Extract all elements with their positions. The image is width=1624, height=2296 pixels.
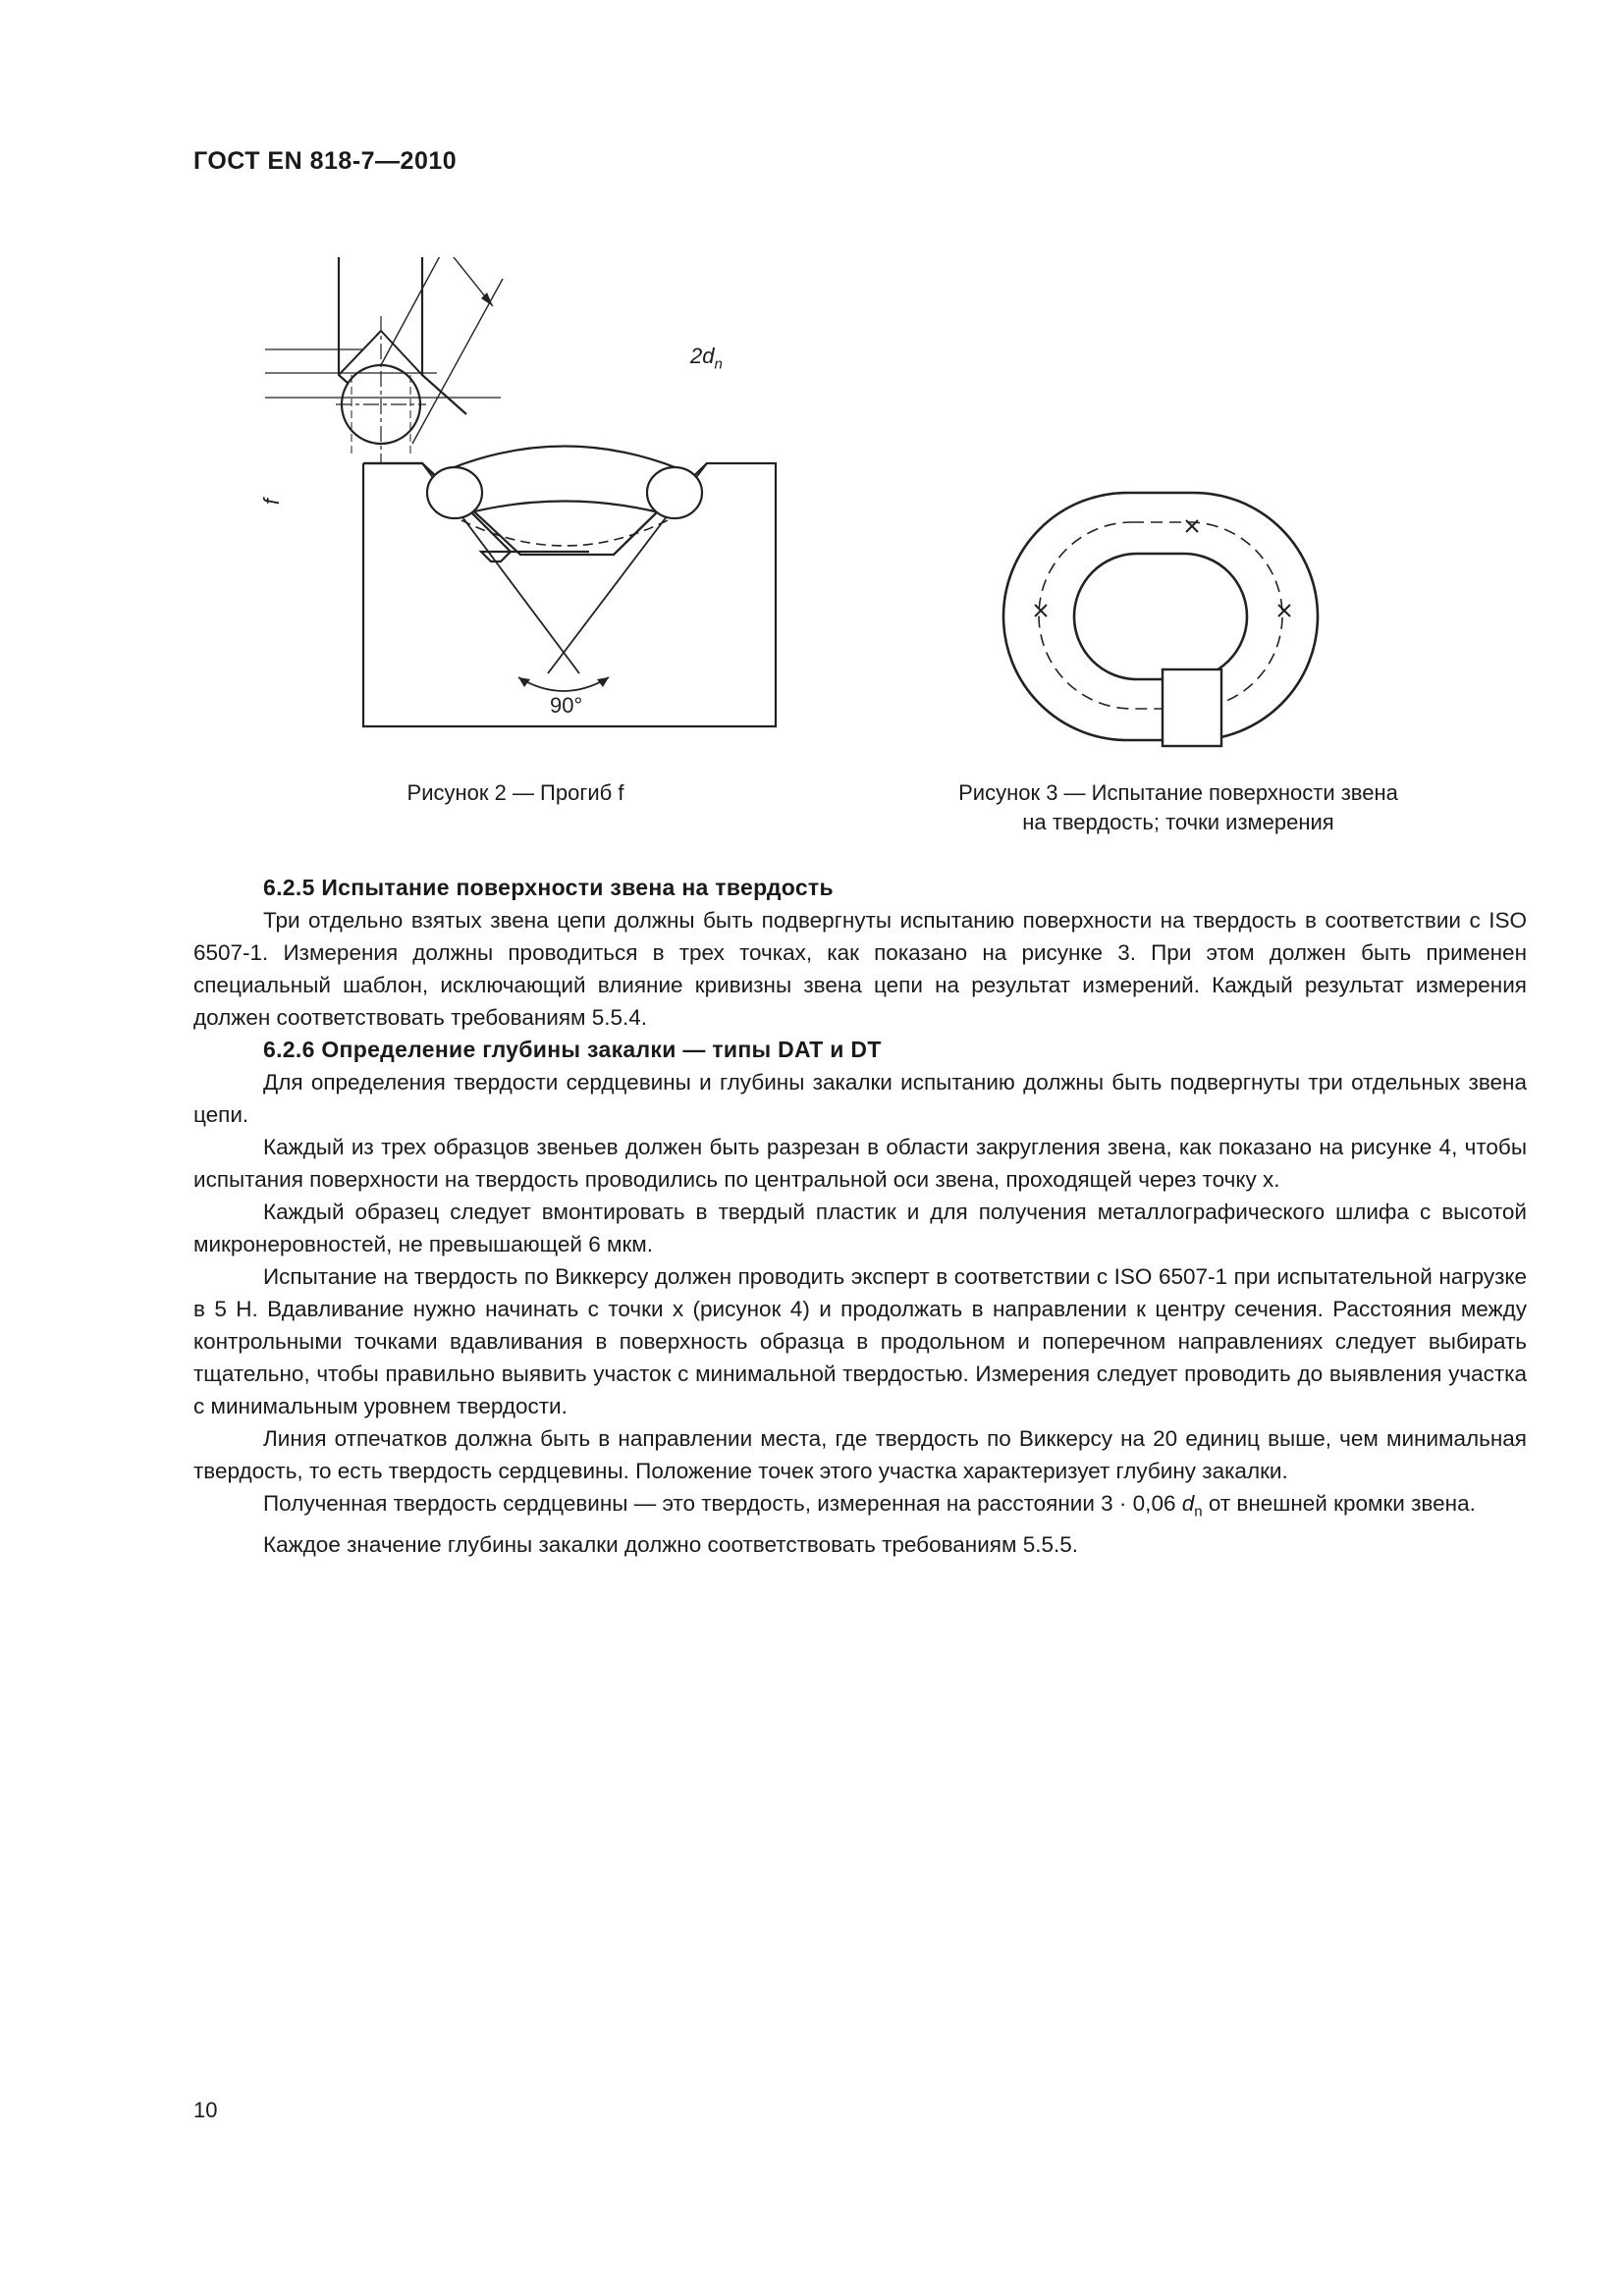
section-626-paragraph-2: Каждый из трех образцов звеньев должен быть разрезан в области закругления звена, как показано на рисунке 4, чтобы испытания поверхности на твердость проводились по центральной оси звена, проходящей через точку x. bbox=[193, 1135, 1527, 1192]
section-626-paragraph-4: Испытание на твердость по Виккерсу должен проводить эксперт в соответствии с ISO 6507-1 при испытательной нагрузке в 5 Н. Вдавливание нужно начинать с точки x (рисунок 4) и продолжать в направлении к центру сечения. Расстояния между контрольными точками вдавливания в поверхность образца в продольном и поперечном направлениях следует выбирать тщательно, чтобы правильно выявить участок с минимальной твердостью. Измерения следует проводить до выявления участка с минимальным уровнем твердости. bbox=[193, 1264, 1527, 1418]
page-number: 10 bbox=[193, 2098, 218, 2122]
section-626-paragraph-7: Каждое значение глубины закалки должно соответствовать требованиям 5.5.5. bbox=[263, 1531, 1078, 1557]
document-code-header: ГОСТ EN 818-7—2010 bbox=[193, 147, 458, 175]
section-626-paragraph-3: Каждый образец следует вмонтировать в твердый пластик и для получения металлографического шлифа с высотой микронеровностей, не превышающей 6 мкм. bbox=[193, 1200, 1527, 1256]
link-outer-contour bbox=[1003, 493, 1318, 740]
label-f: f bbox=[259, 498, 285, 506]
link-weld-section bbox=[1163, 669, 1221, 746]
section-626-paragraph-5: Линия отпечатков должна быть в направлении места, где твердость по Виккерсу на 20 единиц выше, чем минимальная твердость, то есть твердость сердцевины. Положение точек этого участка характеризует глубину закалки. bbox=[193, 1426, 1527, 1483]
main-text bbox=[193, 872, 1527, 1561]
section-626-heading: 6.2.6 Определение глубины закалки — типы DAT и DT bbox=[263, 1037, 882, 1062]
figure-3-link-measurement-points bbox=[982, 481, 1355, 756]
section-625-heading: 6.2.5 Испытание поверхности звена на твердость bbox=[263, 875, 834, 900]
section-626-paragraph-1: Для определения твердости сердцевины и глубины закалки испытанию должны быть подвергнуты три отдельных звена цепи. bbox=[193, 1070, 1527, 1127]
link-inner-contour bbox=[1074, 554, 1247, 679]
figure-2-deflection-diagram bbox=[265, 257, 785, 728]
deflection-dashed-line bbox=[461, 520, 668, 546]
v-block-outline bbox=[363, 463, 776, 726]
figure-3-caption: Рисунок 3 — Испытание поверхности звена на твердость; точки измерения bbox=[958, 780, 1398, 834]
section-625-paragraph: Три отдельно взятых звена цепи должны быть подвергнуты испытанию поверхности на твердость в соответствии с ISO 6507-1. Измерения должны проводиться в трех точках, как показано на рисунке 3. При этом должен быть применен специальный шаблон, исключающий влияние кривизны звена цепи на результат измерений. Каждый результат измерения должен соответствовать требованиям 5.5.4. bbox=[193, 908, 1527, 1030]
figure-2-caption: Рисунок 2 — Прогиб f bbox=[406, 780, 624, 805]
angle-arc bbox=[518, 677, 609, 691]
label-2dn: $2d_n$ bbox=[690, 344, 723, 373]
section-626-paragraph-6: Полученная твердость сердцевины — это твердость, измеренная на расстоянии 3 · 0,06 $d_n$ от внешней кромки звена. bbox=[263, 1491, 1476, 1521]
angle-label: 90° bbox=[550, 693, 583, 718]
measurement-point-x-icon bbox=[1035, 520, 1290, 616]
